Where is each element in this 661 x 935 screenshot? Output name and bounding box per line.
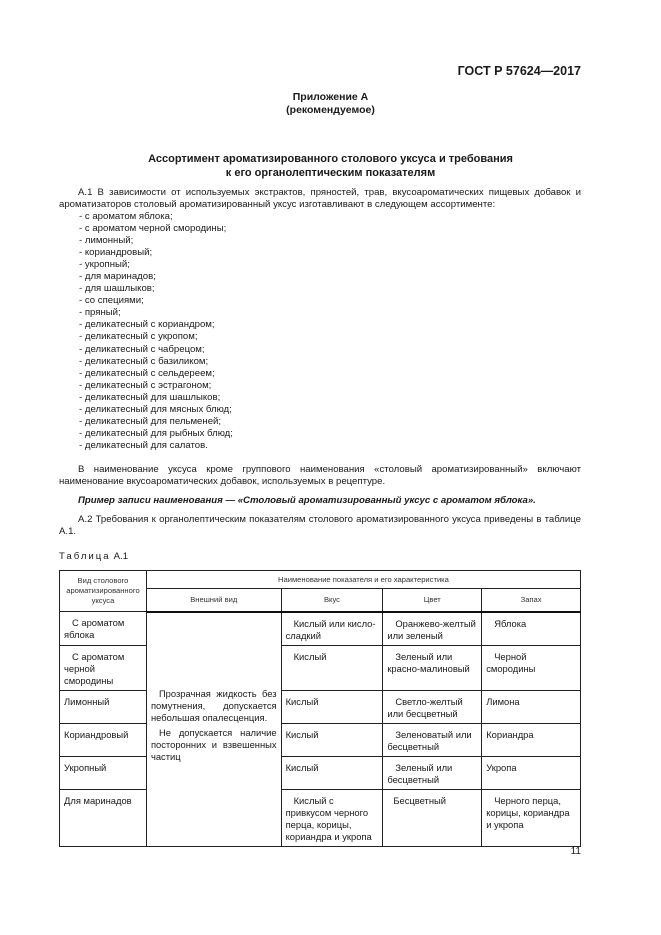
- table-caption-word: Таблица: [59, 551, 111, 562]
- cell-type: Укропный: [64, 761, 107, 773]
- list-item: - с ароматом яблока;: [79, 211, 173, 222]
- header-color: Цвет: [383, 589, 482, 612]
- table-row: [60, 723, 581, 756]
- cell-smell: Укропа: [486, 761, 517, 773]
- cell-taste: Кислый: [293, 650, 327, 662]
- list-item: - деликатесный с эстрагоном;: [79, 379, 212, 391]
- cell-color: Зеленый или красно-малиновый: [387, 650, 470, 674]
- list-item: - с ароматом черной смородины;: [79, 223, 227, 235]
- cell-type: Лимонный: [64, 695, 110, 707]
- cell-color: Зеленый или бесцветный: [387, 761, 453, 785]
- table-row: [60, 612, 581, 646]
- naming-example: Пример записи наименования — «Столовый ароматизированный уксус с ароматом яблока».: [78, 495, 536, 506]
- list-item: - деликатесный для шашлыков;: [79, 391, 221, 403]
- cell-type: Для маринадов: [64, 794, 132, 806]
- title-line-1: Ассортимент ароматизированного столового уксуса и требования: [148, 153, 513, 165]
- cell-taste: Кислый: [285, 695, 319, 707]
- cell-type: С ароматом черной смородины: [64, 650, 125, 686]
- header-taste: Вкус: [281, 589, 383, 612]
- cell-smell: Яблока: [494, 617, 527, 629]
- header-appearance: Внешний вид: [146, 589, 281, 612]
- cell-taste: Кислый: [285, 728, 319, 740]
- standard-code: ГОСТ Р 57624—2017: [457, 64, 581, 78]
- appendix-label: Приложение А: [292, 91, 369, 103]
- list-item: - деликатесный с кориандром;: [79, 319, 215, 331]
- section-a1-intro: А.1 В зависимости от используемых экстрактов, пряностей, трав, вкусоароматических пищевых добавок и ароматизаторов столовый ароматизированный уксус изготавливают в следующем ассортименте:: [59, 187, 581, 211]
- cell-type: Кориандровый: [64, 728, 129, 740]
- table-row: [60, 690, 581, 723]
- list-item: - деликатесный с чабрецом;: [79, 343, 205, 355]
- list-item: - деликатесный с базиликом;: [79, 355, 209, 367]
- appearance-para-1: Прозрачная жидкость без помутнения, допускается небольшая опалесценция.: [150, 687, 277, 723]
- organoleptic-table: [59, 570, 581, 847]
- cell-color: Бесцветный: [393, 794, 446, 806]
- list-item: - со специями;: [79, 295, 144, 307]
- cell-color: Оранжево-желтый или зеленый: [387, 617, 476, 641]
- cell-smell: Черного перца, корицы, кориандра и укропа: [486, 794, 570, 830]
- table-caption: [59, 551, 128, 562]
- table-row: [60, 645, 581, 690]
- list-item: - деликатесный для мясных блюд;: [79, 403, 232, 415]
- list-item: - деликатесный с сельдереем;: [79, 367, 215, 379]
- list-item: - деликатесный для салатов.: [79, 439, 208, 451]
- list-item: - деликатесный для рыбных блюд;: [79, 427, 233, 439]
- cell-type: С ароматом яблока: [64, 617, 125, 640]
- list-item: - для маринадов;: [79, 271, 156, 283]
- list-item: - деликатесный для пельменей;: [79, 415, 222, 427]
- cell-smell: Лимона: [486, 695, 520, 707]
- cell-taste: Кислый с привкусом черного перца, корицы, кориандра и укропа: [285, 794, 372, 842]
- cell-appearance-merged: [146, 612, 281, 847]
- cell-taste: Кислый: [285, 761, 319, 773]
- assortment-list: [79, 211, 233, 452]
- table-caption-number: А.1: [113, 551, 129, 562]
- title-line-2: к его органолептическим показателям: [225, 167, 436, 179]
- appendix-status: (рекомендуемое): [286, 104, 375, 116]
- cell-color: Зеленоватый или бесцветный: [387, 728, 472, 752]
- header-smell: Запах: [482, 589, 581, 612]
- cell-taste: Кислый или кисло-сладкий: [285, 617, 376, 641]
- naming-note: В наименование уксуса кроме группового наименования «столовый ароматизированный» включают наименование вкусоароматических добавок, используемых в рецептуре.: [59, 464, 581, 488]
- header-indicator-group: Наименование показателя и его характеристика: [146, 571, 580, 589]
- appearance-para-2: Не допускается наличие посторонних и взвешенных частиц: [150, 726, 277, 762]
- table-row: [60, 789, 581, 846]
- page-title: [0, 152, 661, 180]
- table-row: [60, 756, 581, 789]
- cell-smell: Черной смородины: [486, 650, 536, 674]
- header-vinegar-type: Вид столового ароматизированного уксуса: [60, 571, 147, 612]
- section-a2-text: А.2 Требования к органолептическим показателям столового ароматизированного уксуса приведены в таблице А.1.: [59, 514, 581, 538]
- cell-color: Светло-желтый или бесцветный: [387, 695, 463, 719]
- cell-smell: Кориандра: [486, 728, 534, 740]
- page-number: 11: [570, 846, 581, 857]
- list-item: - лимонный;: [79, 235, 134, 247]
- list-item: - укропный;: [79, 259, 130, 271]
- list-item: - для шашлыков;: [79, 283, 155, 295]
- list-item: - деликатесный с укропом;: [79, 331, 198, 343]
- list-item: - пряный;: [79, 307, 121, 319]
- list-item: - кориандровый;: [79, 247, 153, 259]
